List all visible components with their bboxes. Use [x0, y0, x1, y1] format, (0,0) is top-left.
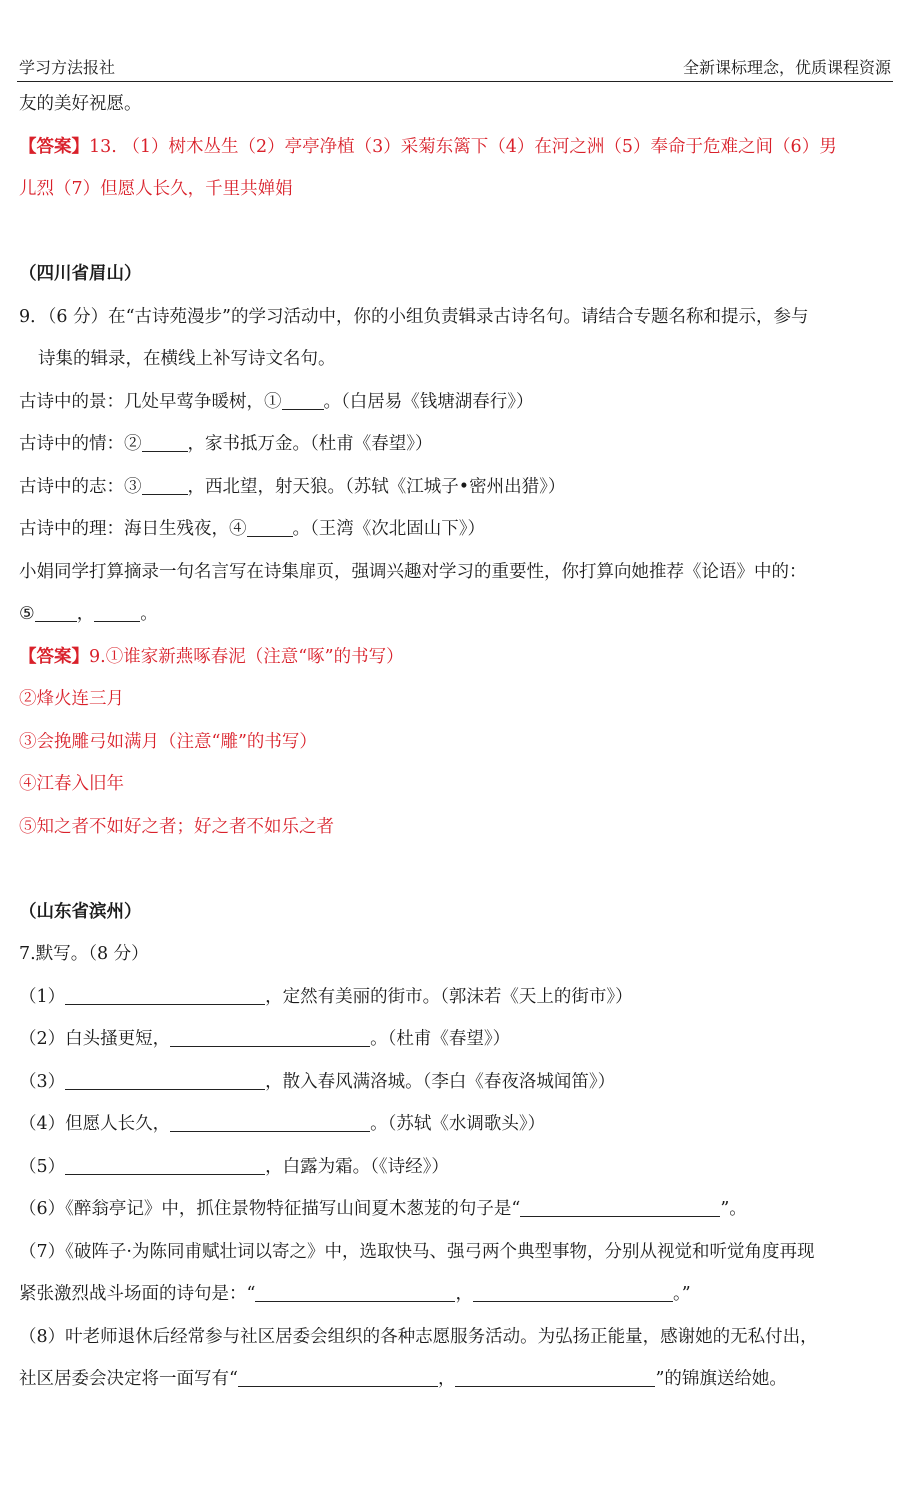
item-text: （6）《醉翁亭记》中，抓住景物特征描写山间夏木葱茏的句子是“ — [19, 1199, 521, 1219]
poem-line-source: ，家书抵万金。（杜甫《春望》） — [187, 434, 433, 454]
section-heading-meishan: （四川省眉山） — [19, 264, 142, 284]
blank-number: ⑤ — [19, 604, 35, 624]
item-text: （2）白头搔更短， — [19, 1029, 171, 1049]
header-divider — [17, 81, 893, 82]
poem-line-text: 古诗中的志：③ — [19, 477, 142, 497]
fill-blank[interactable] — [455, 1368, 655, 1387]
poem-line-text: 古诗中的理：海日生残夜，④ — [19, 519, 247, 539]
item-text: ”。 — [720, 1199, 747, 1219]
item-text: 社区居委会决定将一面写有“ — [19, 1369, 238, 1389]
poem-line-text: 古诗中的情：② — [19, 434, 142, 454]
dictation-item-8-line1: （8）叶老师退休后经常参与社区居委会组织的各种志愿服务活动。为弘扬正能量，感谢她的无私付出， — [19, 1327, 818, 1347]
fill-blank[interactable] — [65, 1071, 265, 1090]
period: 。 — [140, 604, 158, 624]
poem-line-source: 。（王湾《次北固山下》） — [292, 519, 485, 539]
dictation-item-6 — [19, 1196, 747, 1222]
item-text: 。（杜甫《春望》） — [370, 1029, 511, 1049]
dictation-item-5 — [19, 1154, 449, 1180]
poem-line-text: 古诗中的景：几处早莺争暖树，① — [19, 392, 282, 412]
poem-line-emotion — [19, 431, 433, 457]
fill-blank[interactable] — [170, 1028, 370, 1047]
answer-13-text: 13. （1）树木丛生（2）亭亭净植（3）采菊东篱下（4）在河之洲（5）奉命于危难之间（6）男 — [89, 137, 837, 157]
item-text: 紧张激烈战斗场面的诗句是：“ — [19, 1284, 256, 1304]
poem-line-scene — [19, 389, 534, 415]
fill-blank[interactable] — [94, 603, 140, 622]
answer-9-line3: ③会挽雕弓如满月（注意“雕”的书写） — [19, 732, 317, 752]
dictation-item-4 — [19, 1111, 545, 1137]
comma: ， — [455, 1284, 473, 1304]
question-7: 7.默写。（8 分） — [19, 944, 149, 964]
fill-blank[interactable] — [65, 1156, 265, 1175]
answer-13-line1 — [19, 134, 837, 160]
item-text: ，散入春风满洛城。（李白《春夜洛城闻笛》） — [265, 1072, 616, 1092]
answer-9-line1 — [19, 644, 404, 670]
item-number: （1） — [19, 987, 66, 1007]
fill-blank[interactable] — [142, 433, 188, 452]
item-text: ，定然有美丽的街市。（郭沫若《天上的街市》） — [265, 987, 633, 1007]
dictation-item-7-line2 — [19, 1281, 691, 1307]
fill-blank[interactable] — [247, 518, 293, 537]
header-left: 学习方法报社 — [19, 58, 116, 77]
answer-9-line2: ②烽火连三月 — [19, 689, 124, 709]
comma: ， — [437, 1369, 456, 1389]
item-text: 。” — [672, 1284, 691, 1304]
item-text: （4）但愿人长久， — [19, 1114, 171, 1134]
question-9-line1: 9．（6 分）在“古诗苑漫步”的学习活动中，你的小组负责辑录古诗名句。请结合专题名称和提示，参与 — [19, 307, 809, 327]
section-heading-binzhou: （山东省滨州） — [19, 902, 142, 922]
item-number: （3） — [19, 1072, 66, 1092]
fill-blank[interactable] — [35, 603, 77, 622]
fill-blank[interactable] — [142, 476, 188, 495]
question-9-line2: 诗集的辑录，在横线上补写诗文名句。 — [38, 349, 336, 369]
lunyu-blanks — [19, 601, 158, 627]
poem-line-source: 。（白居易《钱塘湖春行》） — [323, 392, 534, 412]
answer-9-line4: ④江春入旧年 — [19, 774, 124, 794]
item-text: ”的锦旗送给她。 — [655, 1369, 787, 1389]
item-text: 。（苏轼《水调歌头》） — [370, 1114, 546, 1134]
lunyu-prompt: 小娟同学打算摘录一句名言写在诗集扉页，强调兴趣对学习的重要性，你打算向她推荐《论语》中的： — [19, 562, 807, 582]
answer-tag: 【答案】 — [19, 647, 89, 667]
dictation-item-2 — [19, 1026, 510, 1052]
poem-line-ambition — [19, 474, 565, 500]
fill-blank[interactable] — [520, 1198, 720, 1217]
item-number: （5） — [19, 1157, 66, 1177]
item-text: ，白露为霜。（《诗经》） — [265, 1157, 449, 1177]
dictation-item-7-line1: （7）《破阵子·为陈同甫赋壮词以寄之》中，选取快马、强弓两个典型事物，分别从视觉和听觉角度再现 — [19, 1242, 815, 1262]
fill-blank[interactable] — [65, 986, 265, 1005]
fill-blank[interactable] — [238, 1368, 438, 1387]
answer-9-text: 9.①谁家新燕啄春泥（注意“啄”的书写） — [89, 647, 404, 667]
comma: ， — [76, 604, 95, 624]
intro-text: 友的美好祝愿。 — [19, 94, 142, 114]
dictation-item-1 — [19, 984, 633, 1010]
answer-9-line5: ⑤知之者不如好之者；好之者不如乐之者 — [19, 817, 334, 837]
fill-blank[interactable] — [282, 391, 324, 410]
fill-blank[interactable] — [255, 1283, 455, 1302]
answer-13-line2: 儿烈（7）但愿人长久，千里共婵娟 — [19, 179, 293, 199]
poem-line-source: ，西北望，射天狼。（苏轼《江城子•密州出猎》） — [187, 477, 566, 497]
answer-tag: 【答案】 — [19, 137, 89, 157]
dictation-item-3 — [19, 1069, 615, 1095]
dictation-item-8-line2 — [19, 1366, 787, 1392]
fill-blank[interactable] — [170, 1113, 370, 1132]
poem-line-reason — [19, 516, 485, 542]
header-right: 全新课标理念，优质课程资源 — [682, 58, 891, 77]
fill-blank[interactable] — [473, 1283, 673, 1302]
